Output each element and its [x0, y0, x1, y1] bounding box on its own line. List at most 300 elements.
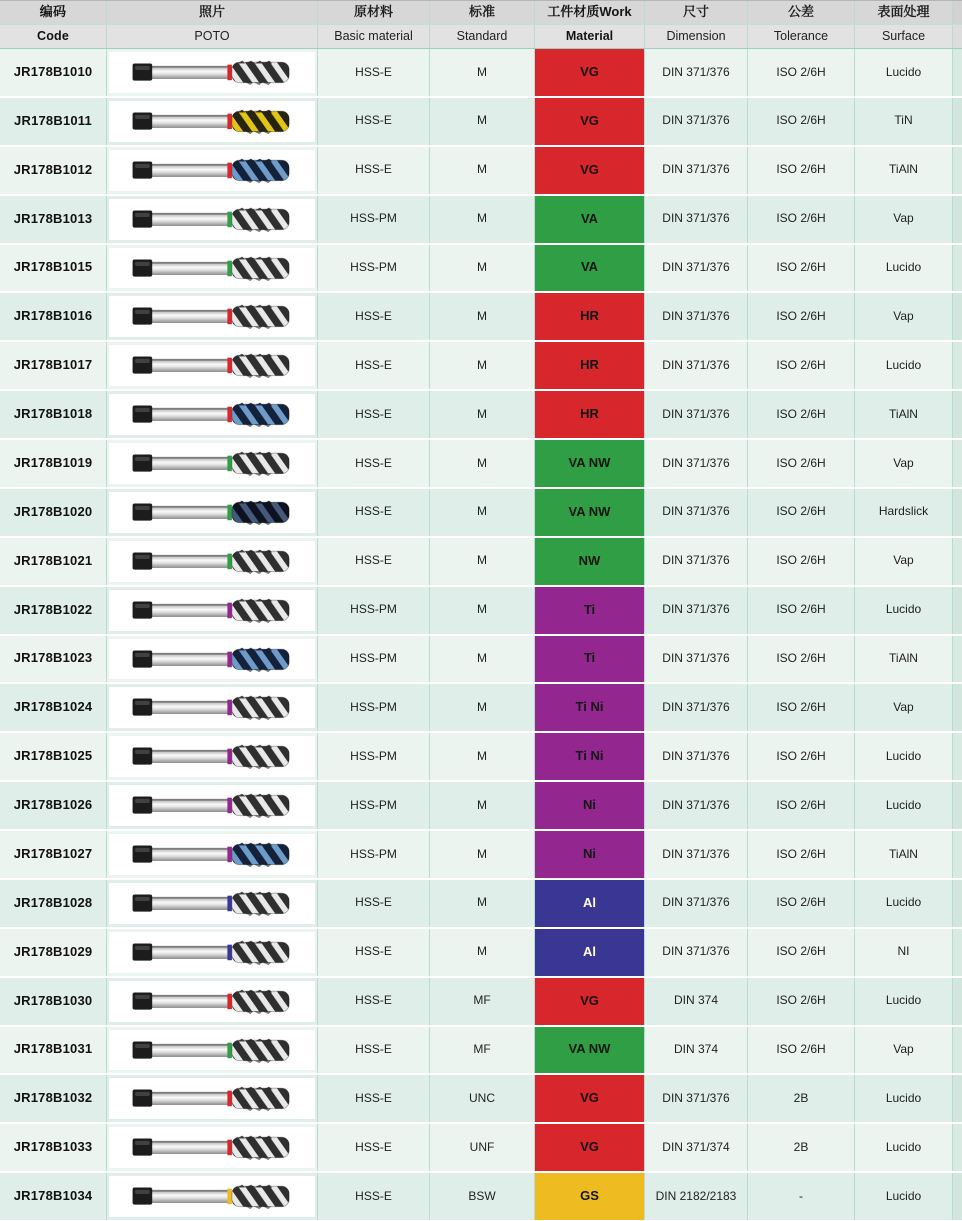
code-cell: JR178B1029	[0, 929, 107, 976]
code-cell: JR178B1030	[0, 978, 107, 1025]
header-material-en: Material	[535, 25, 645, 48]
material-cell: HR	[535, 391, 645, 438]
tolerance-cell: ISO 2/6H	[748, 782, 855, 829]
dimension-cell: DIN 374	[645, 1027, 748, 1074]
surface-cell: Lucido	[855, 1075, 953, 1122]
standard-cell: M	[430, 831, 535, 878]
basic-material-cell: HSS-E	[318, 1075, 430, 1122]
tap-photo	[109, 687, 315, 728]
tap-photo	[109, 834, 315, 875]
material-cell: HR	[535, 342, 645, 389]
tap-illustration	[113, 883, 311, 924]
basic-material-cell: HSS-E	[318, 147, 430, 194]
table-row	[0, 831, 962, 880]
header-photo-zh: 照片	[107, 1, 318, 24]
surface-cell: NI	[855, 929, 953, 976]
edge-sliver	[953, 25, 962, 48]
material-cell: HR	[535, 293, 645, 340]
tap-photo	[109, 150, 315, 191]
edge-sliver	[953, 831, 962, 878]
table-row	[0, 489, 962, 538]
photo-cell	[107, 880, 318, 927]
tap-illustration	[113, 1127, 311, 1168]
header-tolerance-zh: 公差	[748, 1, 855, 24]
code-cell: JR178B1013	[0, 196, 107, 243]
tolerance-cell: ISO 2/6H	[748, 196, 855, 243]
tap-photo	[109, 1176, 315, 1217]
header-code-en: Code	[0, 25, 107, 48]
tolerance-cell: ISO 2/6H	[748, 1027, 855, 1074]
surface-cell: Hardslick	[855, 489, 953, 536]
tolerance-cell: ISO 2/6H	[748, 538, 855, 585]
standard-cell: M	[430, 245, 535, 292]
material-cell: VG	[535, 1124, 645, 1171]
tap-photo	[109, 199, 315, 240]
table-row	[0, 196, 962, 245]
edge-sliver	[953, 538, 962, 585]
code-cell: JR178B1015	[0, 245, 107, 292]
code-cell: JR178B1018	[0, 391, 107, 438]
edge-sliver	[953, 929, 962, 976]
tap-photo	[109, 296, 315, 337]
photo-cell	[107, 684, 318, 731]
basic-material-cell: HSS-PM	[318, 587, 430, 634]
surface-cell: Lucido	[855, 245, 953, 292]
standard-cell: M	[430, 929, 535, 976]
table-row	[0, 342, 962, 391]
dimension-cell: DIN 371/376	[645, 98, 748, 145]
photo-cell	[107, 147, 318, 194]
tap-photo	[109, 541, 315, 582]
material-cell: VA	[535, 196, 645, 243]
table-row	[0, 538, 962, 587]
table-row	[0, 245, 962, 294]
tolerance-cell: ISO 2/6H	[748, 245, 855, 292]
dimension-cell: DIN 371/376	[645, 440, 748, 487]
photo-cell	[107, 1173, 318, 1220]
edge-sliver	[953, 684, 962, 731]
photo-cell	[107, 782, 318, 829]
standard-cell: M	[430, 880, 535, 927]
tap-illustration	[113, 296, 311, 337]
tolerance-cell: ISO 2/6H	[748, 929, 855, 976]
dimension-cell: DIN 371/376	[645, 684, 748, 731]
edge-sliver	[953, 1, 962, 24]
code-cell: JR178B1034	[0, 1173, 107, 1220]
photo-cell	[107, 1124, 318, 1171]
surface-cell: Lucido	[855, 342, 953, 389]
tap-illustration	[113, 981, 311, 1022]
standard-cell: M	[430, 489, 535, 536]
table-row	[0, 636, 962, 685]
standard-cell: M	[430, 342, 535, 389]
tap-illustration	[113, 52, 311, 93]
dimension-cell: DIN 371/376	[645, 391, 748, 438]
header-basic-zh: 原材料	[318, 1, 430, 24]
dimension-cell: DIN 371/376	[645, 587, 748, 634]
dimension-cell: DIN 371/376	[645, 342, 748, 389]
tap-illustration	[113, 443, 311, 484]
surface-cell: Lucido	[855, 733, 953, 780]
edge-sliver	[953, 1173, 962, 1220]
tap-photo	[109, 981, 315, 1022]
code-cell: JR178B1012	[0, 147, 107, 194]
code-cell: JR178B1031	[0, 1027, 107, 1074]
photo-cell	[107, 342, 318, 389]
basic-material-cell: HSS-E	[318, 293, 430, 340]
table-header-en	[0, 25, 962, 49]
tolerance-cell: ISO 2/6H	[748, 440, 855, 487]
surface-cell: Lucido	[855, 880, 953, 927]
tap-illustration	[113, 150, 311, 191]
surface-cell: Vap	[855, 1027, 953, 1074]
tap-illustration	[113, 248, 311, 289]
dimension-cell: DIN 371/376	[645, 733, 748, 780]
material-cell: Ti	[535, 587, 645, 634]
photo-cell	[107, 636, 318, 683]
surface-cell: Vap	[855, 684, 953, 731]
material-cell: Ti Ni	[535, 733, 645, 780]
material-cell: VG	[535, 978, 645, 1025]
dimension-cell: DIN 371/376	[645, 489, 748, 536]
tolerance-cell: ISO 2/6H	[748, 587, 855, 634]
code-cell: JR178B1017	[0, 342, 107, 389]
material-cell: Al	[535, 929, 645, 976]
code-cell: JR178B1021	[0, 538, 107, 585]
material-cell: VG	[535, 98, 645, 145]
tap-illustration	[113, 1078, 311, 1119]
standard-cell: M	[430, 587, 535, 634]
photo-cell	[107, 538, 318, 585]
tap-illustration	[113, 639, 311, 680]
photo-cell	[107, 733, 318, 780]
basic-material-cell: HSS-PM	[318, 782, 430, 829]
code-cell: JR178B1023	[0, 636, 107, 683]
basic-material-cell: HSS-PM	[318, 245, 430, 292]
table-row	[0, 880, 962, 929]
material-cell: Al	[535, 880, 645, 927]
standard-cell: M	[430, 733, 535, 780]
surface-cell: Vap	[855, 440, 953, 487]
basic-material-cell: HSS-E	[318, 538, 430, 585]
material-cell: NW	[535, 538, 645, 585]
edge-sliver	[953, 978, 962, 1025]
tolerance-cell: ISO 2/6H	[748, 636, 855, 683]
dimension-cell: DIN 371/374	[645, 1124, 748, 1171]
edge-sliver	[953, 587, 962, 634]
tolerance-cell: ISO 2/6H	[748, 342, 855, 389]
tolerance-cell: ISO 2/6H	[748, 880, 855, 927]
surface-cell: Lucido	[855, 587, 953, 634]
tap-illustration	[113, 345, 311, 386]
surface-cell: Vap	[855, 293, 953, 340]
header-dimension-zh: 尺寸	[645, 1, 748, 24]
code-cell: JR178B1028	[0, 880, 107, 927]
tap-illustration	[113, 492, 311, 533]
standard-cell: M	[430, 49, 535, 96]
tap-illustration	[113, 1030, 311, 1071]
code-cell: JR178B1025	[0, 733, 107, 780]
table-row	[0, 684, 962, 733]
tap-illustration	[113, 736, 311, 777]
dimension-cell: DIN 371/376	[645, 880, 748, 927]
photo-cell	[107, 196, 318, 243]
table-row	[0, 1124, 962, 1173]
table-row	[0, 929, 962, 978]
material-cell: VA NW	[535, 489, 645, 536]
tap-photo	[109, 1078, 315, 1119]
tolerance-cell: ISO 2/6H	[748, 98, 855, 145]
basic-material-cell: HSS-E	[318, 1173, 430, 1220]
table-row	[0, 587, 962, 636]
tap-illustration	[113, 785, 311, 826]
edge-sliver	[953, 196, 962, 243]
dimension-cell: DIN 371/376	[645, 245, 748, 292]
header-standard-zh: 标准	[430, 1, 535, 24]
surface-cell: TiN	[855, 98, 953, 145]
basic-material-cell: HSS-E	[318, 978, 430, 1025]
table-row	[0, 1027, 962, 1076]
tap-photo	[109, 785, 315, 826]
tap-photo	[109, 590, 315, 631]
basic-material-cell: HSS-PM	[318, 831, 430, 878]
table-row	[0, 147, 962, 196]
edge-sliver	[953, 636, 962, 683]
tap-photo	[109, 932, 315, 973]
table-header-zh	[0, 1, 962, 25]
standard-cell: UNC	[430, 1075, 535, 1122]
edge-sliver	[953, 245, 962, 292]
tap-photo	[109, 639, 315, 680]
header-surface-zh: 表面处理	[855, 1, 953, 24]
basic-material-cell: HSS-E	[318, 342, 430, 389]
tolerance-cell: ISO 2/6H	[748, 684, 855, 731]
tap-illustration	[113, 687, 311, 728]
code-cell: JR178B1032	[0, 1075, 107, 1122]
code-cell: JR178B1022	[0, 587, 107, 634]
edge-sliver	[953, 880, 962, 927]
standard-cell: M	[430, 293, 535, 340]
basic-material-cell: HSS-PM	[318, 636, 430, 683]
photo-cell	[107, 49, 318, 96]
header-dimension-en: Dimension	[645, 25, 748, 48]
edge-sliver	[953, 782, 962, 829]
surface-cell: Vap	[855, 538, 953, 585]
table-row	[0, 978, 962, 1027]
basic-material-cell: HSS-E	[318, 929, 430, 976]
tap-photo	[109, 883, 315, 924]
tap-photo	[109, 345, 315, 386]
code-cell: JR178B1016	[0, 293, 107, 340]
photo-cell	[107, 293, 318, 340]
table-row	[0, 49, 962, 98]
table-row	[0, 98, 962, 147]
table-row	[0, 293, 962, 342]
basic-material-cell: HSS-E	[318, 391, 430, 438]
photo-cell	[107, 1027, 318, 1074]
basic-material-cell: HSS-E	[318, 1027, 430, 1074]
tap-illustration	[113, 590, 311, 631]
dimension-cell: DIN 2182/2183	[645, 1173, 748, 1220]
dimension-cell: DIN 371/376	[645, 1075, 748, 1122]
table-row	[0, 733, 962, 782]
tap-photo	[109, 492, 315, 533]
standard-cell: M	[430, 391, 535, 438]
surface-cell: TiAlN	[855, 147, 953, 194]
table-row	[0, 782, 962, 831]
standard-cell: M	[430, 196, 535, 243]
code-cell: JR178B1019	[0, 440, 107, 487]
table-row	[0, 391, 962, 440]
header-standard-en: Standard	[430, 25, 535, 48]
tap-photo	[109, 394, 315, 435]
edge-sliver	[953, 342, 962, 389]
basic-material-cell: HSS-E	[318, 440, 430, 487]
edge-sliver	[953, 293, 962, 340]
material-cell: Ti	[535, 636, 645, 683]
header-tolerance-en: Tolerance	[748, 25, 855, 48]
material-cell: VG	[535, 147, 645, 194]
tap-illustration	[113, 199, 311, 240]
tap-illustration	[113, 541, 311, 582]
photo-cell	[107, 489, 318, 536]
standard-cell: UNF	[430, 1124, 535, 1171]
edge-sliver	[953, 391, 962, 438]
tolerance-cell: ISO 2/6H	[748, 978, 855, 1025]
dimension-cell: DIN 371/376	[645, 147, 748, 194]
edge-sliver	[953, 1124, 962, 1171]
tolerance-cell: 2B	[748, 1075, 855, 1122]
dimension-cell: DIN 371/376	[645, 49, 748, 96]
dimension-cell: DIN 371/376	[645, 538, 748, 585]
table-row	[0, 1173, 962, 1221]
material-cell: VA NW	[535, 1027, 645, 1074]
surface-cell: Vap	[855, 196, 953, 243]
photo-cell	[107, 929, 318, 976]
header-photo-en: POTO	[107, 25, 318, 48]
header-surface-en: Surface	[855, 25, 953, 48]
tolerance-cell: -	[748, 1173, 855, 1220]
basic-material-cell: HSS-PM	[318, 196, 430, 243]
tap-photo	[109, 443, 315, 484]
tap-illustration	[113, 932, 311, 973]
tolerance-cell: 2B	[748, 1124, 855, 1171]
surface-cell: Lucido	[855, 978, 953, 1025]
surface-cell: Lucido	[855, 782, 953, 829]
standard-cell: M	[430, 440, 535, 487]
surface-cell: Lucido	[855, 1124, 953, 1171]
tolerance-cell: ISO 2/6H	[748, 293, 855, 340]
code-cell: JR178B1027	[0, 831, 107, 878]
photo-cell	[107, 1075, 318, 1122]
surface-cell: TiAlN	[855, 831, 953, 878]
dimension-cell: DIN 371/376	[645, 293, 748, 340]
edge-sliver	[953, 440, 962, 487]
photo-cell	[107, 831, 318, 878]
standard-cell: BSW	[430, 1173, 535, 1220]
edge-sliver	[953, 733, 962, 780]
standard-cell: M	[430, 147, 535, 194]
tap-illustration	[113, 394, 311, 435]
surface-cell: Lucido	[855, 1173, 953, 1220]
photo-cell	[107, 391, 318, 438]
dimension-cell: DIN 371/376	[645, 196, 748, 243]
basic-material-cell: HSS-PM	[318, 733, 430, 780]
standard-cell: M	[430, 98, 535, 145]
surface-cell: TiAlN	[855, 636, 953, 683]
dimension-cell: DIN 374	[645, 978, 748, 1025]
code-cell: JR178B1010	[0, 49, 107, 96]
tolerance-cell: ISO 2/6H	[748, 831, 855, 878]
standard-cell: MF	[430, 978, 535, 1025]
code-cell: JR178B1024	[0, 684, 107, 731]
tolerance-cell: ISO 2/6H	[748, 49, 855, 96]
header-code-zh: 编码	[0, 1, 107, 24]
material-cell: VG	[535, 49, 645, 96]
header-material-zh: 工件材质Work	[535, 1, 645, 24]
code-cell: JR178B1011	[0, 98, 107, 145]
tolerance-cell: ISO 2/6H	[748, 733, 855, 780]
photo-cell	[107, 978, 318, 1025]
dimension-cell: DIN 371/376	[645, 831, 748, 878]
standard-cell: M	[430, 782, 535, 829]
photo-cell	[107, 440, 318, 487]
basic-material-cell: HSS-E	[318, 489, 430, 536]
basic-material-cell: HSS-E	[318, 1124, 430, 1171]
standard-cell: M	[430, 636, 535, 683]
basic-material-cell: HSS-E	[318, 98, 430, 145]
standard-cell: M	[430, 684, 535, 731]
basic-material-cell: HSS-E	[318, 49, 430, 96]
table-row	[0, 440, 962, 489]
tap-photo	[109, 1127, 315, 1168]
tolerance-cell: ISO 2/6H	[748, 391, 855, 438]
code-cell: JR178B1033	[0, 1124, 107, 1171]
surface-cell: Lucido	[855, 49, 953, 96]
code-cell: JR178B1026	[0, 782, 107, 829]
material-cell: VA	[535, 245, 645, 292]
tap-photo	[109, 248, 315, 289]
edge-sliver	[953, 1075, 962, 1122]
edge-sliver	[953, 98, 962, 145]
tolerance-cell: ISO 2/6H	[748, 147, 855, 194]
edge-sliver	[953, 489, 962, 536]
material-cell: VA NW	[535, 440, 645, 487]
material-cell: GS	[535, 1173, 645, 1220]
table-row	[0, 1075, 962, 1124]
tap-photo	[109, 52, 315, 93]
tap-illustration	[113, 1176, 311, 1217]
tolerance-cell: ISO 2/6H	[748, 489, 855, 536]
dimension-cell: DIN 371/376	[645, 636, 748, 683]
photo-cell	[107, 587, 318, 634]
standard-cell: M	[430, 538, 535, 585]
tap-illustration	[113, 834, 311, 875]
tap-photo	[109, 101, 315, 142]
edge-sliver	[953, 49, 962, 96]
edge-sliver	[953, 147, 962, 194]
tap-photo	[109, 736, 315, 777]
code-cell: JR178B1020	[0, 489, 107, 536]
edge-sliver	[953, 1027, 962, 1074]
dimension-cell: DIN 371/376	[645, 929, 748, 976]
photo-cell	[107, 98, 318, 145]
dimension-cell: DIN 371/376	[645, 782, 748, 829]
material-cell: VG	[535, 1075, 645, 1122]
basic-material-cell: HSS-E	[318, 880, 430, 927]
basic-material-cell: HSS-PM	[318, 684, 430, 731]
header-basic-en: Basic material	[318, 25, 430, 48]
